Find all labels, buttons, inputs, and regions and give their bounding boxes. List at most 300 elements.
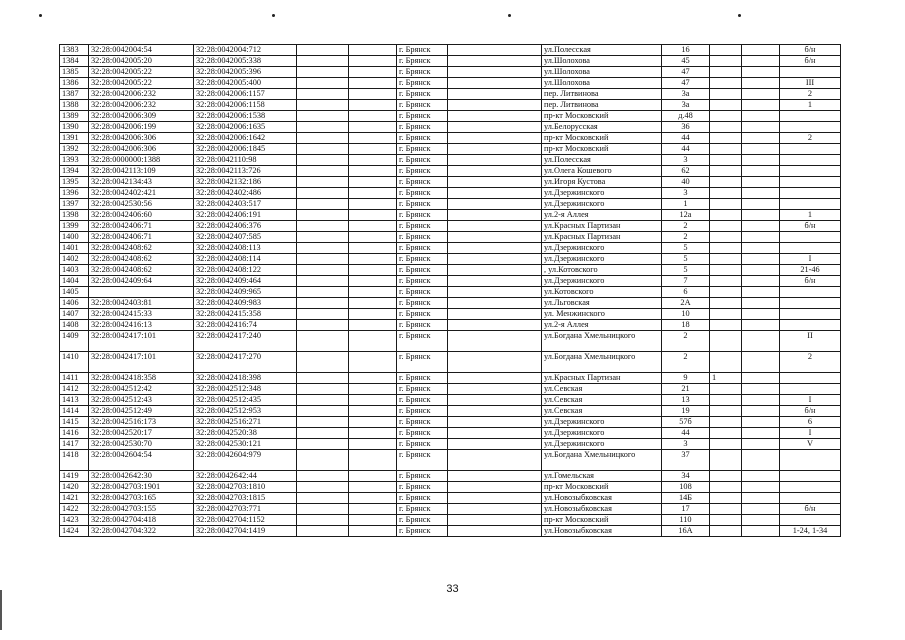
cadastral-number-land: 32:28:0000000:1388 [89,155,194,166]
city: г. Брянск [397,276,448,287]
city: г. Брянск [397,133,448,144]
city: г. Брянск [397,155,448,166]
empty-cell [742,287,780,298]
row-number: 1422 [60,504,89,515]
table-row [60,352,841,373]
registry-table-body [60,45,841,537]
house-number: 13 [662,395,710,406]
apartment-number: б/н [780,504,841,515]
empty-cell [349,384,397,395]
street: ул.Дзержинского [542,276,662,287]
empty-cell [349,177,397,188]
street: ул.Игоря Кустова [542,177,662,188]
row-number: 1406 [60,298,89,309]
empty-cell [448,199,542,210]
house-number: 17 [662,504,710,515]
city: г. Брянск [397,504,448,515]
margin-dot-1 [39,14,42,17]
empty-cell [297,166,349,177]
building-number [710,417,742,428]
row-number: 1395 [60,177,89,188]
empty-cell [297,439,349,450]
margin-dot-2 [272,14,275,17]
empty-cell [349,89,397,100]
house-number: 5 [662,243,710,254]
building-number [710,428,742,439]
building-number [710,406,742,417]
row-number: 1383 [60,45,89,56]
apartment-number: б/н [780,56,841,67]
table-row [60,89,841,100]
street: пер. Литвинова [542,100,662,111]
empty-cell [448,188,542,199]
house-number: 1 [662,199,710,210]
house-number: 36 [662,122,710,133]
margin-dot-3 [508,14,511,17]
cadastral-number-land: 32:28:0042704:322 [89,526,194,537]
house-number: 57б [662,417,710,428]
empty-cell [448,89,542,100]
cadastral-number-object: 32:28:0042409:965 [194,287,297,298]
building-number [710,232,742,243]
city: г. Брянск [397,265,448,276]
empty-cell [297,352,349,373]
empty-cell [448,384,542,395]
apartment-number [780,493,841,504]
empty-cell [742,395,780,406]
empty-cell [349,56,397,67]
empty-cell [297,515,349,526]
empty-cell [742,177,780,188]
apartment-number: 1-24, 1-34 [780,526,841,537]
empty-cell [742,526,780,537]
street: ул.Белорусская [542,122,662,133]
cadastral-number-land: 32:28:0042520:17 [89,428,194,439]
cadastral-number-land: 32:28:0042134:43 [89,177,194,188]
empty-cell [349,287,397,298]
city: г. Брянск [397,439,448,450]
house-number: 44 [662,144,710,155]
cadastral-number-land: 32:28:0042415:33 [89,309,194,320]
table-row [60,78,841,89]
empty-cell [297,67,349,78]
house-number: 108 [662,482,710,493]
row-number: 1402 [60,254,89,265]
cadastral-number-object: 32:28:0042406:191 [194,210,297,221]
building-number [710,243,742,254]
row-number: 1420 [60,482,89,493]
empty-cell [297,526,349,537]
table-row [60,210,841,221]
cadastral-number-object: 32:28:0042408:113 [194,243,297,254]
empty-cell [297,287,349,298]
cadastral-number-land: 32:28:0042402:421 [89,188,194,199]
city: г. Брянск [397,243,448,254]
empty-cell [448,309,542,320]
cadastral-number-land: 32:28:0042408:62 [89,243,194,254]
apartment-number [780,287,841,298]
cadastral-number-land: 32:28:0042006:306 [89,133,194,144]
empty-cell [297,309,349,320]
empty-cell [742,188,780,199]
table-row [60,298,841,309]
city: г. Брянск [397,493,448,504]
cadastral-number-land: 32:28:0042406:71 [89,232,194,243]
empty-cell [297,210,349,221]
empty-cell [349,243,397,254]
cadastral-number-land: 32:28:0042403:81 [89,298,194,309]
cadastral-number-object: 32:28:0042520:38 [194,428,297,439]
city: г. Брянск [397,298,448,309]
cadastral-number-land: 32:28:0042530:56 [89,199,194,210]
city: г. Брянск [397,166,448,177]
building-number [710,100,742,111]
apartment-number: I [780,254,841,265]
building-number [710,111,742,122]
row-number: 1418 [60,450,89,471]
table-row [60,309,841,320]
empty-cell [349,254,397,265]
cadastral-number-object: 32:28:0042407:585 [194,232,297,243]
row-number: 1387 [60,89,89,100]
table-row [60,428,841,439]
cadastral-number-land: 32:28:0042406:60 [89,210,194,221]
empty-cell [297,417,349,428]
empty-cell [742,45,780,56]
cadastral-number-object: 32:28:0042530:121 [194,439,297,450]
building-number [710,439,742,450]
apartment-number [780,384,841,395]
apartment-number: 2 [780,89,841,100]
empty-cell [448,331,542,352]
empty-cell [349,493,397,504]
cadastral-number-land: 32:28:0042417:101 [89,352,194,373]
empty-cell [742,144,780,155]
city: г. Брянск [397,309,448,320]
city: г. Брянск [397,177,448,188]
cadastral-number-object: 32:28:0042403:517 [194,199,297,210]
cadastral-number-object: 32:28:0042406:376 [194,221,297,232]
cadastral-number-object: 32:28:0042408:114 [194,254,297,265]
empty-cell [742,384,780,395]
empty-cell [448,265,542,276]
empty-cell [448,395,542,406]
empty-cell [349,320,397,331]
empty-cell [448,122,542,133]
empty-cell [448,254,542,265]
cadastral-number-land: 32:28:0042006:199 [89,122,194,133]
street: пр-кт Московский [542,144,662,155]
empty-cell [448,406,542,417]
empty-cell [297,144,349,155]
city: г. Брянск [397,210,448,221]
building-number [710,144,742,155]
cadastral-number-object: 32:28:0042703:1815 [194,493,297,504]
table-row [60,331,841,352]
apartment-number [780,243,841,254]
empty-cell [297,111,349,122]
empty-cell [349,210,397,221]
row-number: 1396 [60,188,89,199]
cadastral-number-land: 32:28:0042113:109 [89,166,194,177]
row-number: 1404 [60,276,89,287]
empty-cell [297,493,349,504]
street: пр-кт Московский [542,515,662,526]
cadastral-number-object: 32:28:0042006:1158 [194,100,297,111]
building-number [710,133,742,144]
table-row [60,56,841,67]
table-row [60,406,841,417]
cadastral-number-object: 32:28:0042417:240 [194,331,297,352]
city: г. Брянск [397,320,448,331]
table-row [60,100,841,111]
apartment-number [780,122,841,133]
street: ул.Гомельская [542,471,662,482]
cadastral-number-land: 32:28:0042416:13 [89,320,194,331]
house-number: 44 [662,133,710,144]
city: г. Брянск [397,331,448,352]
street: ул.Севская [542,395,662,406]
apartment-number: 6 [780,417,841,428]
table-row [60,265,841,276]
table-row [60,493,841,504]
empty-cell [742,309,780,320]
empty-cell [297,188,349,199]
table-row [60,221,841,232]
house-number: 3 [662,155,710,166]
street: ул. Менжинского [542,309,662,320]
cadastral-number-object: 32:28:0042516:271 [194,417,297,428]
table-row [60,384,841,395]
street: ул.Дзержинского [542,439,662,450]
building-number [710,352,742,373]
empty-cell [742,471,780,482]
row-number: 1407 [60,309,89,320]
table-row [60,417,841,428]
table-row [60,188,841,199]
cadastral-number-land: 32:28:0042704:418 [89,515,194,526]
row-number: 1408 [60,320,89,331]
cadastral-number-land: 32:28:0042512:43 [89,395,194,406]
cadastral-number-object: 32:28:0042416:74 [194,320,297,331]
building-number [710,471,742,482]
empty-cell [742,122,780,133]
apartment-number: 2 [780,352,841,373]
house-number: 45 [662,56,710,67]
cadastral-number-object: 32:28:0042415:358 [194,309,297,320]
table-row [60,243,841,254]
city: г. Брянск [397,526,448,537]
cadastral-number-land: 32:28:0042530:70 [89,439,194,450]
apartment-number: III [780,78,841,89]
house-number: 3 [662,439,710,450]
cadastral-number-land: 32:28:0042512:42 [89,384,194,395]
empty-cell [448,210,542,221]
empty-cell [297,232,349,243]
house-number: 3 [662,188,710,199]
street: ул.Шолохова [542,56,662,67]
empty-cell [448,276,542,287]
building-number [710,320,742,331]
empty-cell [448,428,542,439]
empty-cell [297,221,349,232]
street: ул.Богдана Хмельницкого [542,352,662,373]
street: ул.Дзержинского [542,188,662,199]
empty-cell [297,89,349,100]
empty-cell [297,384,349,395]
registry-table [59,44,841,537]
building-number [710,515,742,526]
street: ул.Котовского [542,287,662,298]
cadastral-number-land: 32:28:0042409:64 [89,276,194,287]
empty-cell [742,428,780,439]
house-number: 10 [662,309,710,320]
cadastral-number-land: 32:28:0042408:62 [89,254,194,265]
empty-cell [297,406,349,417]
house-number: 62 [662,166,710,177]
empty-cell [448,439,542,450]
empty-cell [448,56,542,67]
table-row [60,287,841,298]
row-number: 1401 [60,243,89,254]
street: ул.Шолохова [542,67,662,78]
house-number: 6 [662,287,710,298]
apartment-number: 21-46 [780,265,841,276]
cadastral-number-object: 32:28:0042005:396 [194,67,297,78]
house-number: 14Б [662,493,710,504]
house-number: 34 [662,471,710,482]
empty-cell [742,133,780,144]
apartment-number [780,111,841,122]
empty-cell [349,265,397,276]
empty-cell [742,166,780,177]
empty-cell [742,67,780,78]
building-number [710,287,742,298]
row-number: 1393 [60,155,89,166]
apartment-number [780,515,841,526]
empty-cell [297,331,349,352]
empty-cell [349,482,397,493]
apartment-number [780,471,841,482]
building-number [710,526,742,537]
building-number [710,298,742,309]
cadastral-number-object: 32:28:0042110:98 [194,155,297,166]
row-number: 1384 [60,56,89,67]
empty-cell [349,122,397,133]
city: г. Брянск [397,144,448,155]
row-number: 1386 [60,78,89,89]
empty-cell [297,100,349,111]
house-number: 2 [662,331,710,352]
cadastral-number-land: 32:28:0042703:1901 [89,482,194,493]
empty-cell [448,417,542,428]
house-number: 5 [662,265,710,276]
city: г. Брянск [397,287,448,298]
city: г. Брянск [397,395,448,406]
building-number [710,177,742,188]
empty-cell [297,450,349,471]
building-number [710,78,742,89]
apartment-number: 1 [780,100,841,111]
empty-cell [742,78,780,89]
house-number: 16А [662,526,710,537]
row-number: 1416 [60,428,89,439]
empty-cell [349,67,397,78]
city: г. Брянск [397,199,448,210]
empty-cell [742,331,780,352]
cadastral-number-object: 32:28:0042006:1635 [194,122,297,133]
empty-cell [448,177,542,188]
table-row [60,144,841,155]
empty-cell [448,471,542,482]
row-number: 1398 [60,210,89,221]
apartment-number [780,177,841,188]
row-number: 1413 [60,395,89,406]
apartment-number [780,199,841,210]
building-number [710,395,742,406]
empty-cell [297,320,349,331]
empty-cell [297,482,349,493]
empty-cell [742,482,780,493]
empty-cell [349,373,397,384]
empty-cell [297,155,349,166]
table-row [60,395,841,406]
house-number: 9 [662,373,710,384]
city: г. Брянск [397,78,448,89]
street: ул.Дзержинского [542,417,662,428]
empty-cell [297,276,349,287]
cadastral-number-land: 32:28:0042006:309 [89,111,194,122]
empty-cell [349,188,397,199]
empty-cell [349,406,397,417]
house-number: 47 [662,78,710,89]
empty-cell [349,45,397,56]
table-row [60,526,841,537]
house-number: 21 [662,384,710,395]
empty-cell [742,232,780,243]
empty-cell [297,395,349,406]
empty-cell [349,428,397,439]
empty-cell [349,526,397,537]
house-number: 3а [662,100,710,111]
apartment-number [780,232,841,243]
empty-cell [448,298,542,309]
cadastral-number-object: 32:28:0042132:186 [194,177,297,188]
house-number: 12а [662,210,710,221]
cadastral-number-land: 32:28:0042005:22 [89,78,194,89]
empty-cell [297,471,349,482]
house-number: 47 [662,67,710,78]
row-number: 1385 [60,67,89,78]
empty-cell [742,493,780,504]
empty-cell [297,254,349,265]
empty-cell [742,221,780,232]
cadastral-number-object: 32:28:0042604:979 [194,450,297,471]
street: , ул.Котовского [542,265,662,276]
cadastral-number-land: 32:28:0042006:306 [89,144,194,155]
apartment-number: 2 [780,133,841,144]
apartment-number [780,67,841,78]
empty-cell [349,439,397,450]
cadastral-number-land: 32:28:0042004:54 [89,45,194,56]
margin-dot-4 [738,14,741,17]
street: ул.Севская [542,384,662,395]
cadastral-number-land: 32:28:0042604:54 [89,450,194,471]
row-number: 1421 [60,493,89,504]
empty-cell [742,100,780,111]
table-row [60,166,841,177]
empty-cell [742,243,780,254]
